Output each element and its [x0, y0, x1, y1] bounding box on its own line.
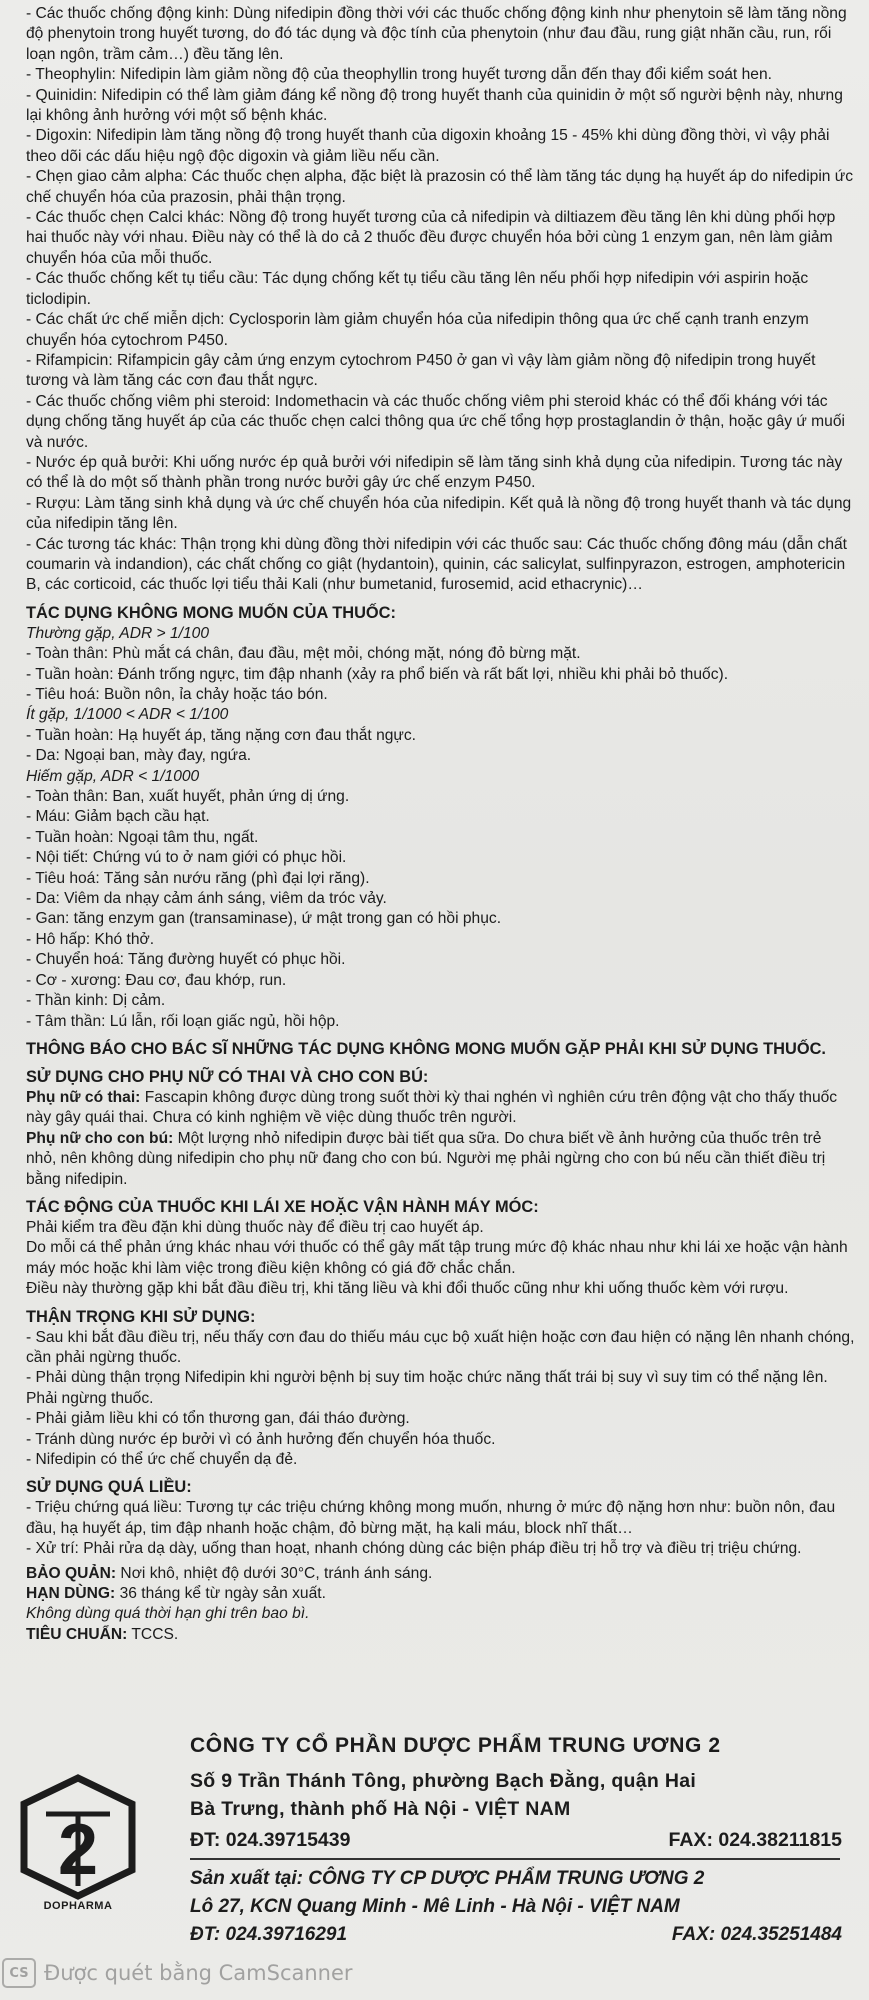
company-address-1: Số 9 Trần Thánh Tông, phường Bạch Đằng, quận Hai: [190, 1770, 697, 1792]
driving-line: Do mỗi cá thể phản ứng khác nhau với thuốc có thể gây mất tập trung mức độ khác nhau như khi lái xe hoặc vận hành máy móc hoặc khi làm việc trong điều kiện không có giá đỡ chắc chắn.: [26, 1239, 848, 1277]
manufacturer-phone: ĐT: 024.39716291: [190, 1924, 348, 1945]
precaution-item: - Phải giảm liều khi có tổn thương gan, đái tháo đường.: [26, 1410, 410, 1428]
adverse-item: - Toàn thân: Ban, xuất huyết, phản ứng dị ứng.: [26, 788, 350, 806]
standard-text: TCCS.: [127, 1625, 179, 1643]
adverse-item: - Chuyển hoá: Tăng đường huyết có phục hồi.: [26, 951, 346, 969]
interaction-item: - Digoxin: Nifedipin làm tăng nồng độ trong huyết thanh của digoxin khoảng 15 - 45% khi dùng đồng thời, vì vậy phải theo dõi các dấu hiệu ngộ độc digoxin và giảm liều nếu cần.: [26, 127, 830, 165]
standard-line: [26, 1625, 855, 1645]
expiry-label: HẠN DÙNG:: [26, 1585, 116, 1603]
pregnancy-heading: SỬ DỤNG CHO PHỤ NỮ CÓ THAI VÀ CHO CON BÚ:: [26, 1067, 429, 1086]
interaction-item: - Theophylin: Nifedipin làm giảm nồng độ của theophyllin trong huyết tương dẫn đến thay đổi kiểm soát hen.: [26, 66, 772, 84]
adverse-item: - Máu: Giảm bạch cầu hạt.: [26, 808, 210, 826]
logo-numeral: 2: [57, 1810, 99, 1890]
adverse-item: - Thần kinh: Dị cảm.: [26, 992, 166, 1010]
adverse-item: - Tâm thần: Lú lẫn, rối loạn giấc ngủ, hồi hộp.: [26, 1012, 340, 1030]
adverse-item: - Tiêu hoá: Buồn nôn, ỉa chảy hoặc táo bón.: [26, 686, 328, 703]
camscanner-icon: CS: [2, 1958, 36, 1988]
company-name: CÔNG TY CỔ PHẦN DƯỢC PHẨM TRUNG ƯƠNG 2: [190, 1734, 721, 1757]
company-fax: FAX: 024.38211815: [668, 1829, 842, 1851]
company-phone: ĐT: 024.39715439: [190, 1829, 351, 1851]
storage-label: BẢO QUẢN:: [26, 1564, 117, 1582]
uncommon-label: Ít gặp, 1/1000 < ADR < 1/100: [26, 706, 229, 724]
storage-text: Nơi khô, nhiệt độ dưới 30°C, tránh ánh sáng.: [116, 1564, 433, 1582]
company-address-2: Bà Trưng, thành phố Hà Nội - VIỆT NAM: [190, 1798, 571, 1820]
driving-line: Phải kiểm tra đều đặn khi dùng thuốc này để điều trị cao huyết áp.: [26, 1218, 484, 1236]
adverse-item: - Gan: tăng enzym gan (transaminase), ứ mật trong gan có hồi phục.: [26, 910, 502, 928]
pregnancy-text: Fascapin không được dùng trong suốt thời kỳ thai nghén vì nghiên cứu trên động vật cho thấy thuốc này gây quái thai. Chưa có kinh nghiệm về việc dùng thuốc trên người.: [26, 1088, 838, 1127]
precaution-item: - Tránh dùng nước ép bưởi vì có ảnh hưởng đến chuyển hóa thuốc.: [26, 1430, 496, 1448]
interaction-item: - Các thuốc chẹn Calci khác: Nồng độ trong huyết tương của cả nifedipin và diltiazem đều tăng lên khi dùng phối hợp hai thuốc này với nhau. Điều này có thể là do cả 2 thuốc đều được chuyển hóa bởi cùng 1 enzym gan, nên làm giảm chuyển hóa của mỗi thuốc.: [26, 209, 836, 267]
dopharma-logo-mark: [18, 1774, 138, 1900]
lactation-paragraph: [26, 1129, 855, 1190]
adverse-item: - Nội tiết: Chứng vú to ở nam giới có phục hồi.: [26, 849, 347, 867]
lactation-label: Phụ nữ cho con bú:: [26, 1129, 174, 1147]
driving-line: Điều này thường gặp khi bắt đầu điều trị, khi tăng liều và khi đổi thuốc cũng như khi uống thuốc kèm với rượu.: [26, 1280, 789, 1298]
storage-line: [26, 1564, 855, 1584]
leaflet-body: [26, 4, 855, 1645]
adverse-item: - Toàn thân: Phù mắt cá chân, đau đầu, mệt mỏi, chóng mặt, nóng đỏ bừng mặt.: [26, 645, 581, 663]
overdose-section: [26, 1476, 855, 1559]
standard-label: TIÊU CHUẨN:: [26, 1625, 128, 1643]
adverse-item: - Da: Viêm da nhạy cảm ánh sáng, viêm da tróc vảy.: [26, 890, 387, 908]
driving-section: [26, 1196, 855, 1300]
interactions-section: [26, 4, 855, 596]
interaction-item: - Rượu: Làm tăng sinh khả dụng và ức chế chuyển hóa của nifedipin. Kết quả là nồng độ trong huyết thanh và tác dụng của nifedipin tăng lên.: [26, 494, 852, 533]
common-label: Thường gặp, ADR > 1/100: [26, 624, 210, 642]
interaction-item: - Chẹn giao cảm alpha: Các thuốc chẹn alpha, đặc biệt là prazosin có thể làm tăng tác dụng hạ huyết áp do nifedipin ức chế chuyển hóa của prazosin, phải thận trọng.: [26, 168, 854, 206]
interaction-item: - Các tương tác khác: Thận trọng khi dùng đồng thời nifedipin với các thuốc sau: Các thuốc chống đông máu (dẫn chất coumarin và indandion), các chất chống co giật (hydantoin), quinin, các salicylat, sulfinpyrazon, estrogen, amphotericin B, các corticoid, các thuốc lợi tiểu thải Kali (như bumetanid, furosemid, acid ethacrynic)…: [26, 535, 848, 594]
adverse-item: - Cơ - xương: Đau cơ, đau khớp, run.: [26, 971, 287, 989]
adverse-item: - Da: Ngoại ban, mày đay, ngứa.: [26, 747, 252, 765]
interaction-item: - Rifampicin: Rifampicin gây cảm ứng enzym cytochrom P450 ở gan vì vậy làm giảm nồng độ nifedipin trong huyết tương và làm tăng các cơn đau thắt ngực.: [26, 351, 816, 390]
interaction-item: - Nước ép quả bưởi: Khi uống nước ép quả bưởi với nifedipin sẽ làm tăng sinh khả dụng của nifedipin. Tương tác này có thể là do một số thành phần trong nước bưởi gây ức chế enzym P450.: [26, 453, 843, 492]
pregnancy-paragraph: [26, 1088, 855, 1129]
interaction-item: - Các thuốc chống kết tụ tiểu cầu: Tác dụng chống kết tụ tiểu cầu tăng lên nếu phối hợp nifedipin với aspirin hoặc ticlodipin.: [26, 270, 809, 308]
precaution-item: - Sau khi bắt đầu điều trị, nếu thấy cơn đau do thiếu máu cục bộ xuất hiện hoặc cơn đau hiện có nặng lên nhanh chóng, cần phải ngừng thuốc.: [26, 1328, 855, 1366]
logo-text: DOPHARMA: [43, 1900, 113, 1912]
driving-heading: TÁC ĐỘNG CỦA THUỐC KHI LÁI XE HOẶC VẬN HÀNH MÁY MÓC:: [26, 1197, 539, 1216]
adverse-heading: TÁC DỤNG KHÔNG MONG MUỐN CỦA THUỐC:: [26, 603, 396, 622]
adverse-item: - Tuần hoàn: Đánh trống ngực, tim đập nhanh (xảy ra phổ biến và rất bất lợi, nhiều khi phải bỏ thuốc).: [26, 665, 729, 683]
manufacturer-address: Lô 27, KCN Quang Minh - Mê Linh - Hà Nội - VIỆT NAM: [190, 1896, 680, 1917]
adverse-item: - Hô hấp: Khó thở.: [26, 930, 155, 948]
expiry-text: 36 tháng kể từ ngày sản xuất.: [115, 1585, 326, 1603]
adverse-item: - Tuần hoàn: Hạ huyết áp, tăng nặng cơn đau thắt ngực.: [26, 726, 416, 744]
precaution-item: - Nifedipin có thể ức chế chuyển dạ đẻ.: [26, 1451, 298, 1468]
lactation-text: Một lượng nhỏ nifedipin được bài tiết qua sữa. Do chưa biết về ảnh hưởng của thuốc trên trẻ nhỏ, nên không dùng nifedipin cho phụ nữ đang cho con bú. Người mẹ phải ngừng cho con bú nếu cần thiết điều trị bằng nifedipin.: [26, 1129, 826, 1188]
interaction-item: - Các thuốc chống động kinh: Dùng nifedipin đồng thời với các thuốc chống động kinh như phenytoin sẽ làm tăng nồng độ phenytoin trong huyết tương, do đó tác dụng và độc tính của phenytoin (như đau đầu, rung giật nhãn cầu, run, rối loạn ngôn, trầm cảm…) đều tăng lên.: [26, 5, 847, 63]
expiry-note: Không dùng quá thời hạn ghi trên bao bì.: [26, 1605, 310, 1623]
camscanner-watermark: [2, 1958, 353, 1988]
interaction-item: - Quinidin: Nifedipin có thể làm giảm đáng kể nồng độ trong huyết thanh của quinidin ở một số người bệnh này, nhưng lại không ảnh hưởng với một số bệnh khác.: [26, 86, 843, 125]
manufacturer-fax: FAX: 024.35251484: [671, 1924, 842, 1945]
overdose-heading: SỬ DỤNG QUÁ LIỀU:: [26, 1478, 192, 1497]
interaction-item: - Các chất ức chế miễn dịch: Cyclosporin làm giảm chuyển hóa của nifedipin thông qua ức chế cạnh tranh enzym chuyển hóa cytochrom P450.: [26, 311, 809, 349]
interaction-item: - Các thuốc chống viêm phi steroid: Indomethacin và các thuốc chống viêm phi steroid khác có thể đối kháng với tác dụng chống tăng huyết áp của các thuốc chẹn calci thông qua ức chế tổng hợp prostaglandin ở thận, hoặc gây ứ muối và nước.: [26, 392, 845, 451]
adverse-effects-section: [26, 602, 855, 1060]
adverse-item: - Tuần hoàn: Ngoại tâm thu, ngất.: [26, 828, 259, 846]
pregnancy-section: [26, 1066, 855, 1190]
rare-label: Hiếm gặp, ADR < 1/1000: [26, 767, 200, 785]
precautions-section: [26, 1306, 855, 1471]
pregnancy-label: Phụ nữ có thai:: [26, 1088, 141, 1106]
expiry-line: [26, 1584, 855, 1604]
company-divider: [190, 1858, 840, 1860]
doctor-notice: THÔNG BÁO CHO BÁC SĨ NHỮNG TÁC DỤNG KHÔNG MONG MUỐN GẶP PHẢI KHI SỬ DỤNG THUỐC.: [26, 1039, 826, 1058]
dopharma-logo: [18, 1774, 138, 1924]
adverse-item: - Tiêu hoá: Tăng sản nướu răng (phì đại lợi răng).: [26, 869, 370, 887]
overdose-item: - Triệu chứng quá liều: Tương tự các triệu chứng không mong muốn, nhưng ở mức độ nặng hơn như: buồn nôn, đau đầu, hạ huyết áp, tim đập nhanh hoặc chậm, đỏ bừng mặt, hạ kali máu, block nhĩ thất…: [26, 1499, 836, 1537]
precaution-item: - Phải dùng thận trọng Nifedipin khi người bệnh bị suy tim hoặc chức năng thất trái bị suy vì suy tim có thể nặng lên. Phải ngừng thuốc.: [26, 1369, 828, 1407]
watermark-text: Được quét bằng CamScanner: [44, 1961, 353, 1985]
manufacturer-name: Sản xuất tại: CÔNG TY CP DƯỢC PHẨM TRUNG ƯƠNG 2: [190, 1868, 705, 1889]
precautions-heading: THẬN TRỌNG KHI SỬ DỤNG:: [26, 1307, 256, 1326]
overdose-item: - Xử trí: Phải rửa dạ dày, uống than hoạt, nhanh chóng dùng các biện pháp điều trị hỗ trợ và điều trị triệu chứng.: [26, 1540, 802, 1558]
